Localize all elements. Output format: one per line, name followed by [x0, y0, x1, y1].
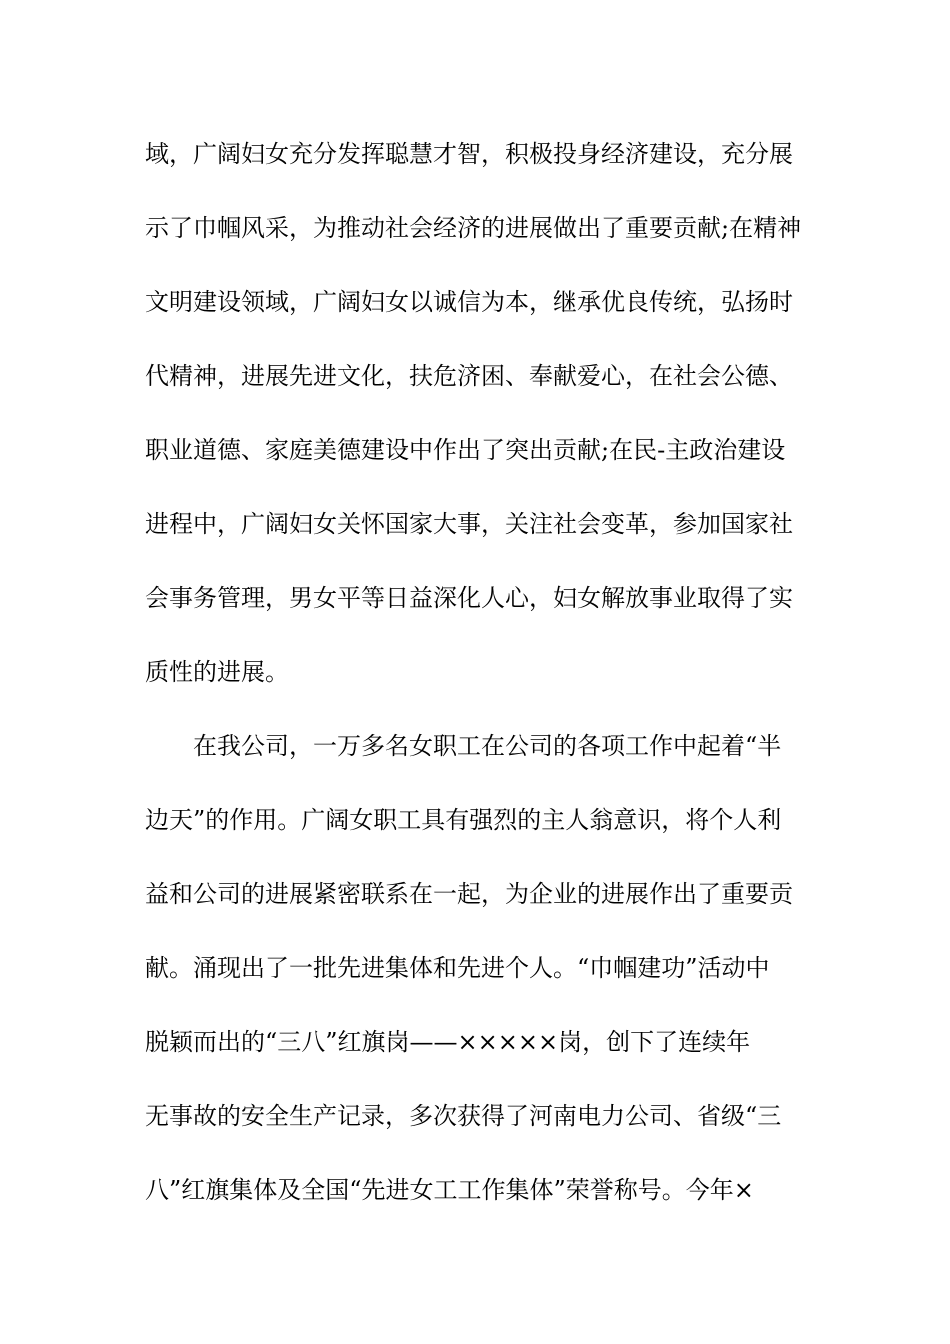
text-line-5: 职业道德、家庭美德建设中作出了突出贡献;在民-主政治建设	[145, 436, 786, 464]
text-line-4: 代精神，进展先进文化，扶危济困、奉献爱心，在社会公德、	[145, 362, 793, 390]
text-line-10: 边天”的作用。广阔女职工具有强烈的主人翁意识，将个人利	[145, 806, 782, 834]
text-line-8: 质性的进展。	[145, 658, 289, 686]
text-line-1: 域，广阔妇女充分发挥聪慧才智，积极投身经济建设，充分展	[145, 140, 793, 168]
text-line-12: 献。涌现出了一批先进集体和先进个人。“巾帼建功”活动中	[145, 954, 770, 982]
text-line-9: 在我公司，一万多名女职工在公司的各项工作中起着“半	[193, 732, 782, 760]
text-line-6: 进程中，广阔妇女关怀国家大事，关注社会变革，参加国家社	[145, 510, 793, 538]
text-line-2: 示了巾帼风采，为推动社会经济的进展做出了重要贡献;在精神	[145, 214, 802, 242]
text-line-15: 八”红旗集体及全国“先进女工工作集体”荣誉称号。今年×	[145, 1176, 754, 1204]
text-line-13: 脱颖而出的“三八”红旗岗——×××××岗，创下了连续年	[145, 1028, 751, 1056]
text-line-11: 益和公司的进展紧密联系在一起，为企业的进展作出了重要贡	[145, 880, 793, 908]
text-line-14: 无事故的安全生产记录，多次获得了河南电力公司、省级“三	[145, 1102, 782, 1130]
text-line-7: 会事务管理，男女平等日益深化人心，妇女解放事业取得了实	[145, 584, 793, 612]
text-line-3: 文明建设领域，广阔妇女以诚信为本，继承优良传统，弘扬时	[145, 288, 793, 316]
